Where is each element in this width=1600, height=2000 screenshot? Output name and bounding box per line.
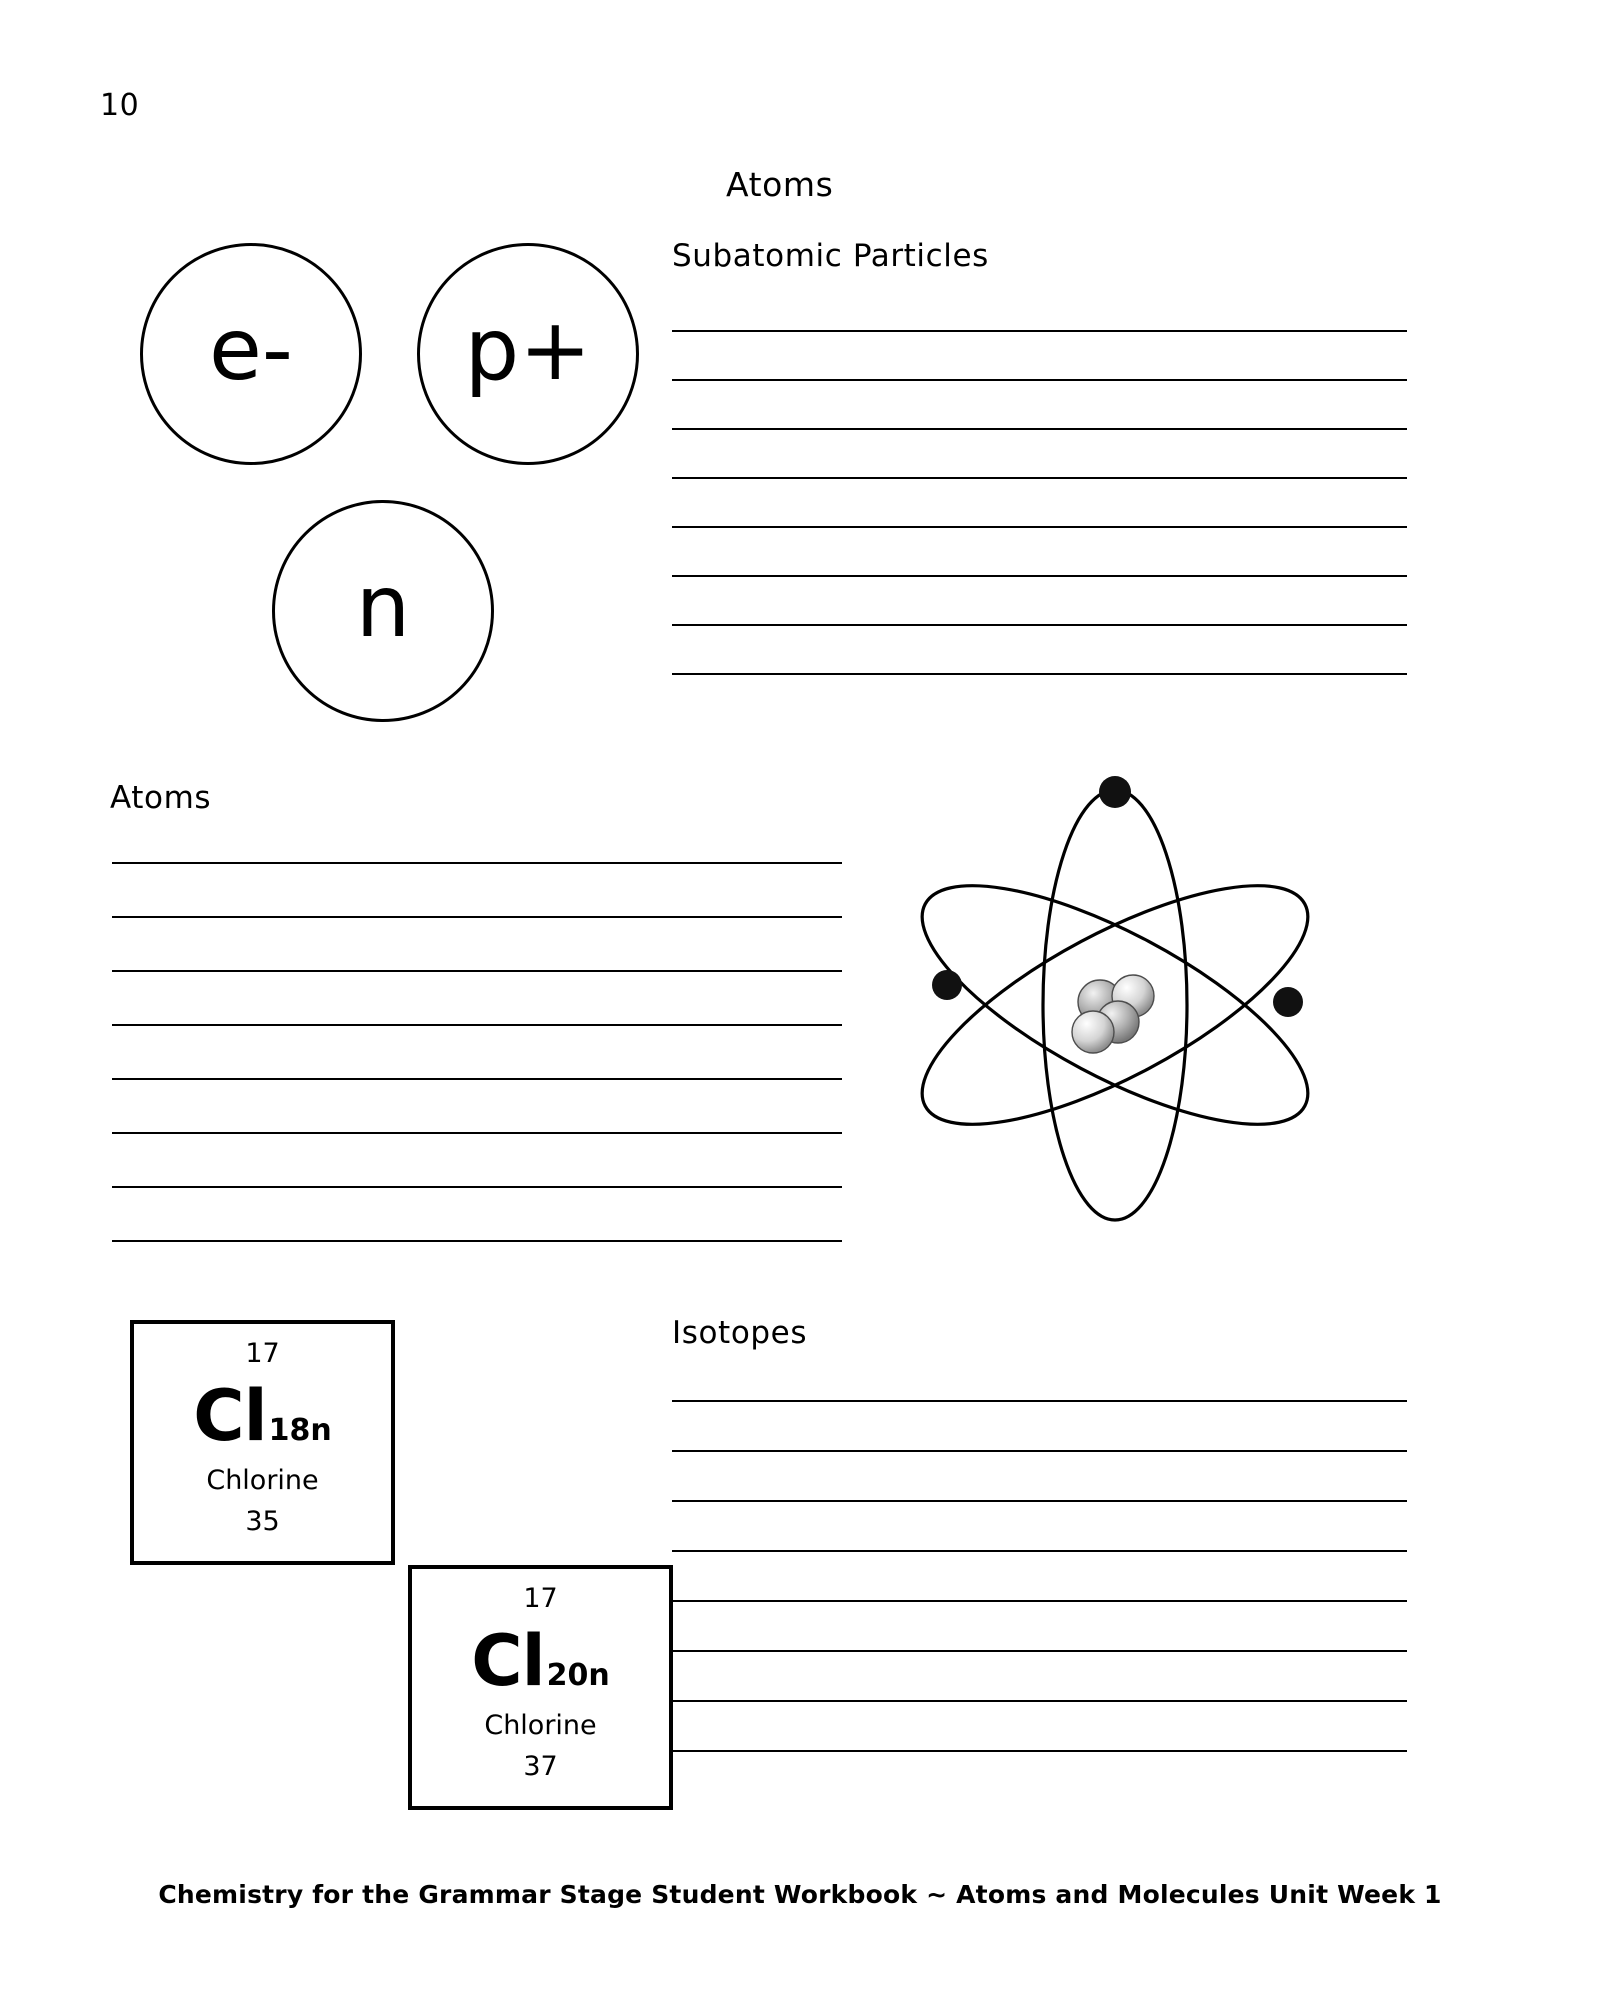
element-mass-number: 37 <box>523 1751 558 1782</box>
element-name: Chlorine <box>206 1465 319 1496</box>
section-heading-isotopes: Isotopes <box>672 1315 808 1351</box>
writing-line[interactable] <box>672 330 1407 332</box>
writing-line[interactable] <box>672 477 1407 479</box>
particle-circle-proton <box>417 243 639 465</box>
nucleus <box>1072 975 1154 1053</box>
writing-line[interactable] <box>672 1400 1407 1402</box>
writing-line[interactable] <box>112 1024 842 1026</box>
section-heading-atoms: Atoms <box>110 780 212 816</box>
writing-line[interactable] <box>672 1750 1407 1752</box>
writing-lines-atoms <box>112 820 842 1242</box>
writing-line[interactable] <box>672 1550 1407 1552</box>
element-neutron-count: 18n <box>268 1413 332 1448</box>
atom-orbital-illustration <box>890 770 1340 1240</box>
element-box-chlorine-37 <box>408 1565 673 1810</box>
particle-label-neutron: n <box>355 557 411 657</box>
writing-line[interactable] <box>672 673 1407 675</box>
element-symbol: Cl <box>471 1620 545 1702</box>
writing-line[interactable] <box>672 1700 1407 1702</box>
page-number: 10 <box>100 88 140 123</box>
writing-line[interactable] <box>672 1500 1407 1502</box>
particle-circle-electron <box>140 243 362 465</box>
element-atomic-number: 17 <box>245 1338 280 1369</box>
particle-circle-neutron <box>272 500 494 722</box>
element-mass-number: 35 <box>245 1506 280 1537</box>
writing-line[interactable] <box>672 428 1407 430</box>
writing-line[interactable] <box>112 1240 842 1242</box>
page-footer: Chemistry for the Grammar Stage Student Workbook ~ Atoms and Molecules Unit Week 1 <box>158 1880 1442 1909</box>
particle-label-proton: p+ <box>464 300 592 400</box>
electron-dot <box>932 970 962 1000</box>
writing-lines-isotopes <box>672 1355 1407 1752</box>
writing-line[interactable] <box>672 1450 1407 1452</box>
writing-line[interactable] <box>672 379 1407 381</box>
element-symbol: Cl <box>193 1375 267 1457</box>
writing-line[interactable] <box>112 1078 842 1080</box>
writing-line[interactable] <box>112 970 842 972</box>
page-title: Atoms <box>726 165 834 204</box>
element-name: Chlorine <box>484 1710 597 1741</box>
particle-label-electron: e- <box>209 300 293 400</box>
element-neutron-count: 20n <box>546 1658 610 1693</box>
writing-line[interactable] <box>672 1650 1407 1652</box>
writing-line[interactable] <box>672 526 1407 528</box>
writing-line[interactable] <box>672 575 1407 577</box>
writing-line[interactable] <box>672 1600 1407 1602</box>
writing-line[interactable] <box>112 1186 842 1188</box>
electron-dot <box>1273 987 1303 1017</box>
writing-line[interactable] <box>112 862 842 864</box>
element-atomic-number: 17 <box>523 1583 558 1614</box>
writing-lines-subatomic-particles <box>672 300 1407 675</box>
section-heading-subatomic-particles: Subatomic Particles <box>672 238 989 274</box>
electron-dot <box>1099 776 1131 808</box>
writing-line[interactable] <box>112 1132 842 1134</box>
writing-line[interactable] <box>112 916 842 918</box>
element-box-chlorine-35 <box>130 1320 395 1565</box>
writing-line[interactable] <box>672 624 1407 626</box>
